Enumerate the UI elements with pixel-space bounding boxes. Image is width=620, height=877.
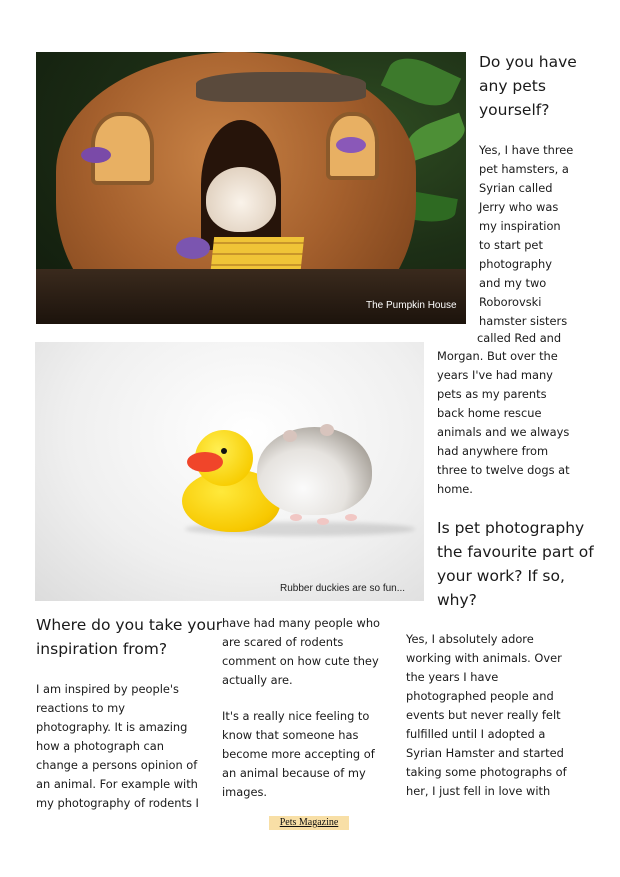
- pumpkin-house-caption: The Pumpkin House: [366, 300, 457, 311]
- answer-any-pets-part2: called Red and: [477, 331, 562, 345]
- answer-inspiration-col2b: It's a really nice feeling to know that someone has become more accepting of an animal because of my images.: [222, 709, 375, 799]
- question-any-pets-heading: Do you have any pets yourself?: [479, 53, 577, 119]
- rubber-duck-caption: Rubber duckies are so fun...: [280, 583, 406, 594]
- question-inspiration-heading: Where do you take your inspiration from?: [36, 616, 223, 658]
- magazine-footer-label: Pets Magazine: [269, 816, 349, 830]
- answer-inspiration-col2a: have had many people who are scared of rodents comment on how cute they actually are.: [222, 616, 381, 687]
- answer-inspiration-col1: I am inspired by people's reactions to my photography. It is amazing how a photograph can change a persons opinion of an animal. For example with my photography of rodents I: [36, 682, 199, 810]
- rubber-duck-photo: [35, 342, 424, 601]
- question-favourite-part-heading: Is pet photography the favourite part of your work? If so, why?: [437, 519, 594, 609]
- hamster-with-duck: [257, 427, 372, 515]
- pumpkin-house-photo: [36, 52, 466, 324]
- hamster-in-door: [206, 167, 276, 232]
- answer-any-pets-part1: Yes, I have three pet hamsters, a Syrian called Jerry who was my inspiration to start pet photography and my two Roborovski hamster sisters: [479, 143, 574, 328]
- answer-any-pets-part3: Morgan. But over the years I've had many pets as my parents back home rescue animals and we always had anywhere from three to twelve dogs at home.: [437, 349, 570, 496]
- answer-favourite-part-col3: Yes, I absolutely adore working with animals. Over the years I have photographed people and events but never really felt fulfilled until I adopted a Syrian Hamster and started taking some photographs of her, I just fell in love with: [406, 632, 567, 798]
